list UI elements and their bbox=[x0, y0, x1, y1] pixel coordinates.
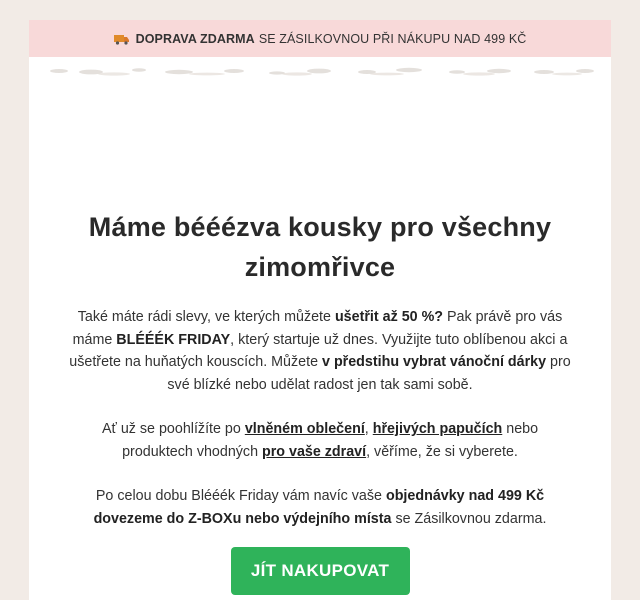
intro-text-1: Také máte rádi slevy, ve kterých můžete bbox=[77, 309, 335, 325]
intro-bold-discount: ušetřit až 50 %? bbox=[334, 309, 444, 325]
link-slippers[interactable]: hřejivých papučích bbox=[372, 421, 503, 437]
shipping-text-1: Po celou dobu Blééék Friday vám navíc vaše bbox=[95, 488, 386, 504]
shipping-banner-bold: DOPRAVA ZDARMA bbox=[135, 31, 255, 46]
shipping-text-2: se Zásilkovnou zdarma. bbox=[391, 510, 547, 527]
intro-text-4: pro své blízké nebo udělat radost jen tak sami sobě. bbox=[167, 354, 571, 393]
intro-paragraph bbox=[65, 306, 575, 396]
categories-text-1: Ať už se poohlížíte po bbox=[101, 421, 245, 437]
intro-text-3: , který startuje už dnes. Využijte tuto oblíbenou akci a ušetřete na huňatých kouscích. Můžete bbox=[69, 331, 568, 370]
wool-texture-image bbox=[29, 57, 611, 81]
intro-bold-event: BLÉÉÉK FRIDAY bbox=[116, 331, 231, 348]
categories-paragraph bbox=[65, 418, 575, 463]
link-wool-clothing[interactable]: vlněném oblečení bbox=[244, 421, 365, 437]
categories-text-3: nebo produktech vhodných bbox=[122, 421, 539, 460]
categories-text-2: , bbox=[364, 421, 373, 437]
categories-text-4: , věříme, že si vyberete. bbox=[366, 443, 518, 460]
intro-bold-gifts: v předstihu vybrat vánoční dárky bbox=[322, 354, 547, 370]
intro-text-2: Pak právě pro vás máme bbox=[72, 309, 563, 348]
truck-icon bbox=[114, 33, 130, 45]
email-body bbox=[29, 20, 611, 600]
shop-now-button[interactable]: JÍT NAKUPOVAT bbox=[231, 547, 410, 595]
link-health[interactable]: pro vaše zdraví bbox=[262, 443, 367, 460]
shipping-paragraph bbox=[65, 485, 575, 530]
hero-image-strip bbox=[29, 57, 611, 81]
shipping-banner bbox=[29, 20, 611, 57]
shipping-banner-text: SE ZÁSILKOVNOU PŘI NÁKUPU NAD 499 KČ bbox=[258, 31, 527, 46]
page-title: Máme bééézva kousky pro všechny zimomřivce bbox=[88, 212, 552, 282]
shipping-bold-orders: objednávky nad 499 Kč dovezeme do Z-BOXu nebo výdejního místa bbox=[93, 488, 545, 527]
email-content bbox=[29, 81, 611, 595]
